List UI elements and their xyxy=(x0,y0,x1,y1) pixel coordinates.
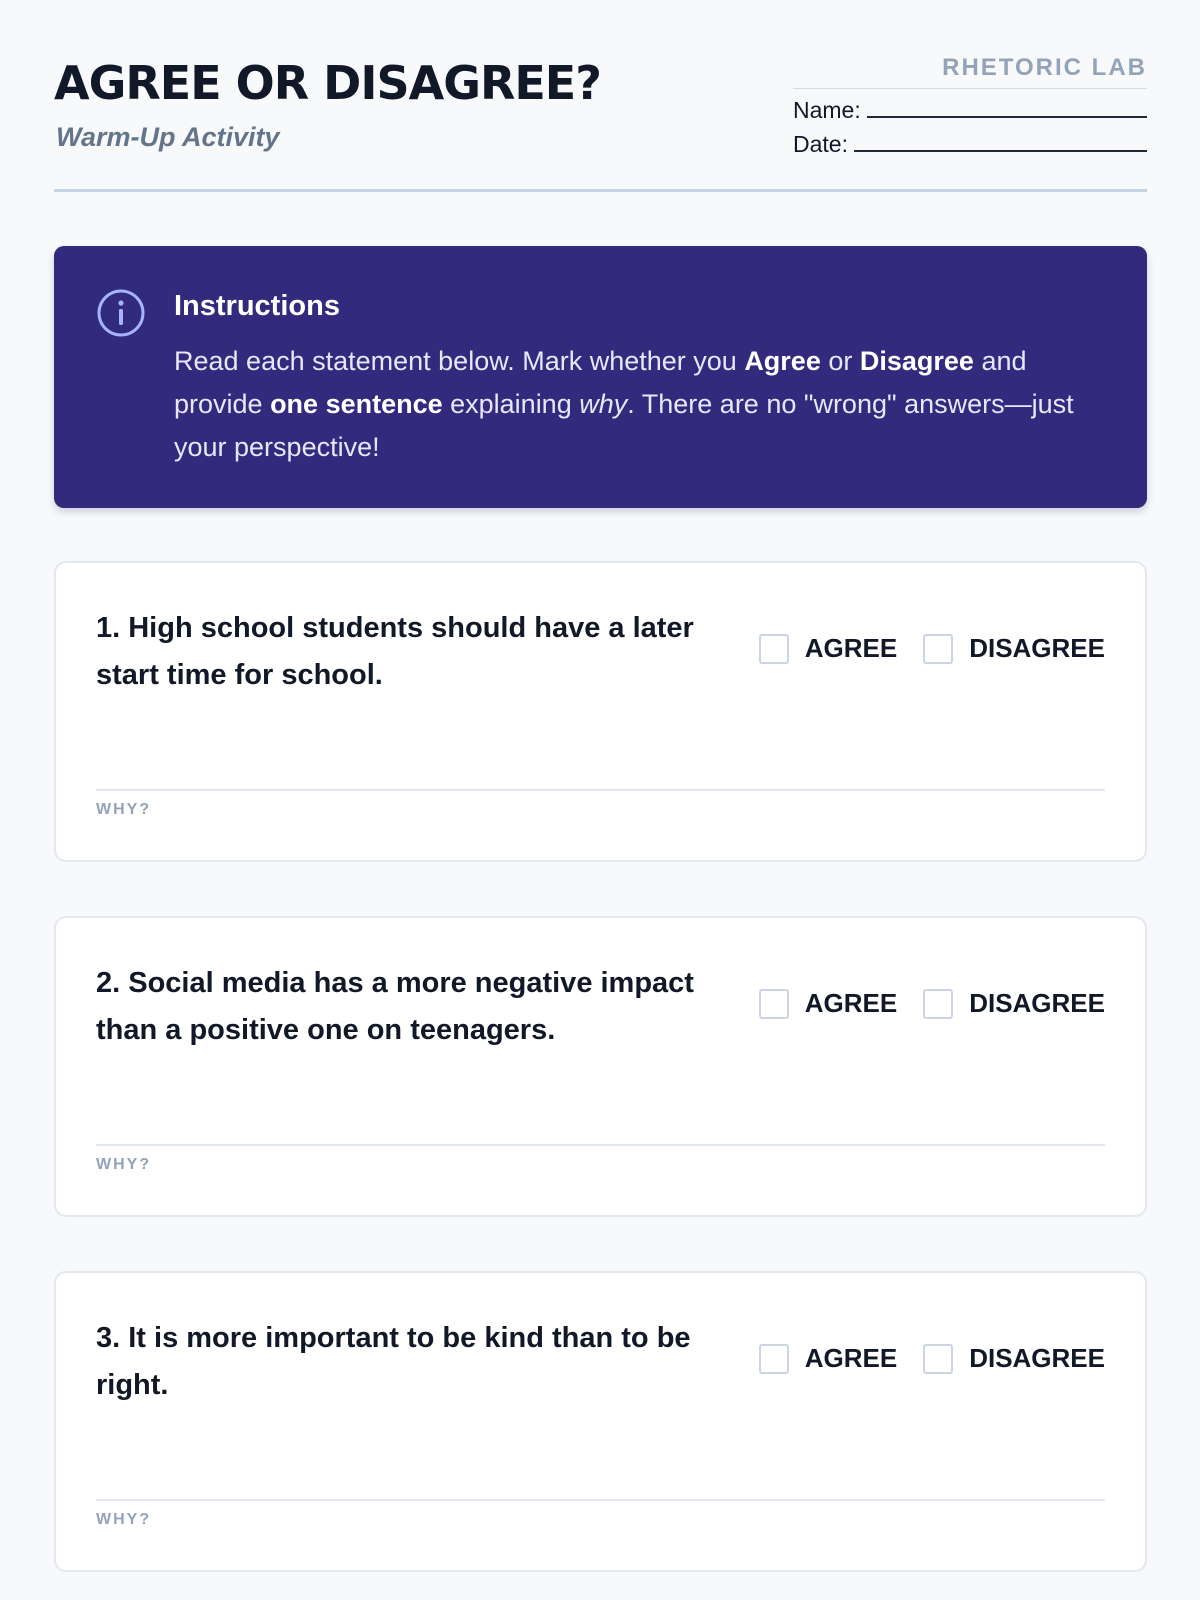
why-label: WHY? xyxy=(96,1156,152,1173)
agree-option[interactable] xyxy=(759,988,897,1019)
instructions-text-part: and provide xyxy=(174,346,1027,419)
instructions-panel xyxy=(54,246,1147,508)
disagree-label: DISAGREE xyxy=(969,633,1105,663)
agree-option[interactable] xyxy=(759,1343,897,1374)
answer-choices xyxy=(759,988,1105,1019)
disagree-label: DISAGREE xyxy=(969,988,1105,1018)
date-blank-line[interactable] xyxy=(854,132,1147,152)
instructions-why-emphasis: why xyxy=(579,389,628,419)
instructions-agree-emphasis: Agree xyxy=(744,346,821,376)
agree-option[interactable] xyxy=(759,633,897,664)
instructions-text-part: or xyxy=(820,346,860,376)
question-card-3 xyxy=(54,1271,1147,1572)
agree-checkbox[interactable] xyxy=(759,634,789,664)
date-field[interactable] xyxy=(793,131,1147,157)
question-card-2 xyxy=(54,916,1147,1217)
disagree-checkbox[interactable] xyxy=(923,1344,953,1374)
worksheet-page xyxy=(54,0,1147,1528)
question-text: 2. Social media has a more negative impact than a positive one on teenagers. xyxy=(96,967,694,1046)
worksheet-header xyxy=(54,0,1147,192)
why-answer-line[interactable] xyxy=(96,1499,1105,1501)
instructions-text-part: explaining xyxy=(442,389,580,419)
name-field[interactable] xyxy=(793,97,1147,123)
disagree-option[interactable] xyxy=(923,988,1105,1019)
disagree-option[interactable] xyxy=(923,1343,1105,1374)
question-text: 1. High school students should have a later start time for school. xyxy=(96,612,694,691)
instructions-text xyxy=(174,340,1094,469)
instructions-text-part: . There are no "wrong" answers—just your perspective! xyxy=(174,389,1074,462)
name-label: Name: xyxy=(793,97,861,123)
answer-choices xyxy=(759,633,1105,664)
agree-checkbox[interactable] xyxy=(759,1344,789,1374)
brand-block xyxy=(793,54,1147,157)
instructions-text-part: Read each statement below. Mark whether you xyxy=(174,346,745,376)
why-answer-line[interactable] xyxy=(96,1144,1105,1146)
why-label: WHY? xyxy=(96,801,152,818)
why-answer-line[interactable] xyxy=(96,789,1105,791)
name-blank-line[interactable] xyxy=(867,98,1147,118)
agree-label: AGREE xyxy=(804,1343,898,1373)
instructions-one-sentence-emphasis: one sentence xyxy=(270,389,443,419)
agree-label: AGREE xyxy=(804,633,898,663)
why-label: WHY? xyxy=(96,1511,152,1528)
instructions-title: Instructions xyxy=(174,290,340,322)
disagree-label: DISAGREE xyxy=(969,1343,1105,1373)
disagree-option[interactable] xyxy=(923,633,1105,664)
page-subtitle: Warm-Up Activity xyxy=(56,122,280,152)
instructions-disagree-emphasis: Disagree xyxy=(859,346,974,376)
question-card-1 xyxy=(54,561,1147,862)
disagree-checkbox[interactable] xyxy=(923,989,953,1019)
date-label: Date: xyxy=(793,131,848,157)
agree-checkbox[interactable] xyxy=(759,989,789,1019)
info-icon xyxy=(96,288,146,338)
question-text: 3. It is more important to be kind than to be right. xyxy=(96,1322,691,1401)
answer-choices xyxy=(759,1343,1105,1374)
disagree-checkbox[interactable] xyxy=(923,634,953,664)
page-title: AGREE OR DISAGREE? xyxy=(54,56,601,110)
agree-label: AGREE xyxy=(804,988,898,1018)
brand-label: RHETORIC LAB xyxy=(793,54,1147,89)
